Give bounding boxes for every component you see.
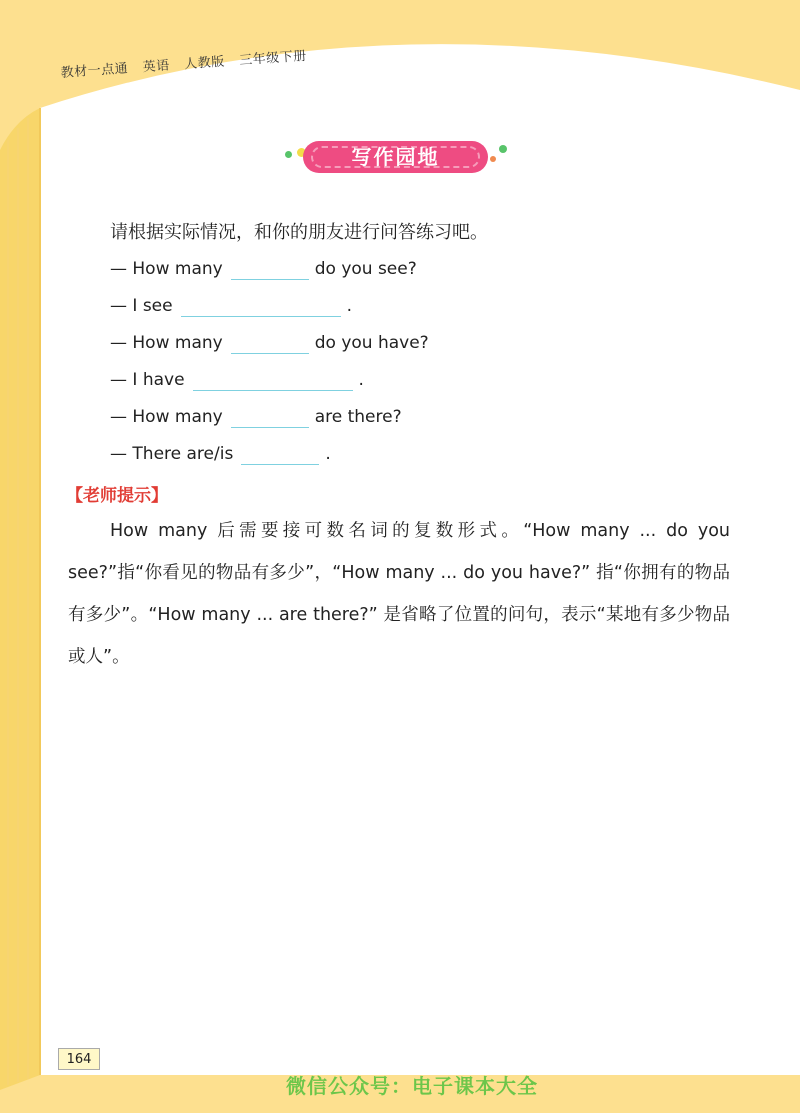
decor-dot-orange-icon (490, 156, 496, 162)
dialogue-text: — How many (110, 333, 223, 353)
answer-blank[interactable] (193, 370, 353, 391)
dialogue-text: — There are/is (110, 444, 234, 464)
dialogue-line (110, 404, 402, 430)
answer-blank[interactable] (181, 296, 341, 317)
dialogue-line (110, 256, 417, 282)
header-series: 教材一点通 (60, 61, 129, 81)
section-banner (285, 136, 510, 182)
section-title: 写作园地 (351, 145, 440, 169)
answer-blank[interactable] (231, 259, 309, 280)
header-grade: 三年级下册 (238, 48, 308, 69)
dialogue-text: . (325, 444, 331, 464)
page-number: 164 (58, 1048, 100, 1070)
dialogue-text: — I see (110, 296, 173, 316)
dialogue-line (110, 441, 331, 467)
teacher-tip-body: How many 后需要接可数名词的复数形式。“How many ... do you see?”指“你看见的物品有多少”，“How many ... do you have?” 指“你拥有的物品有多少”。“How many ... are there?” 是省略了位置的问句，表示“某地有多少物品或人”。 (68, 521, 730, 667)
dialogue-text: . (358, 370, 364, 390)
dialogue-line (110, 330, 429, 356)
dialogue-text: . (346, 296, 353, 316)
dialogue-text: — I have (110, 370, 185, 390)
exercise-instruction: 请根据实际情况，和你的朋友进行问答练习吧。 (110, 222, 488, 243)
dialogue-text: — How many (110, 259, 223, 279)
decor-dot-green-icon (499, 145, 507, 153)
teacher-tip-title: 【老师提示】 (66, 486, 168, 506)
header-edition: 人教版 (183, 54, 226, 73)
dialogue-line (110, 367, 364, 393)
watermark-text: 微信公众号：电子课本大全 (286, 1074, 538, 1098)
dialogue-text: are there? (314, 407, 402, 427)
dialogue-text: do you have? (314, 333, 429, 353)
dialogue-text: do you see? (314, 259, 417, 279)
dialogue-line (110, 293, 352, 319)
header-subject: 英语 (142, 58, 171, 76)
dialogue-text: — How many (110, 407, 223, 427)
answer-blank[interactable] (231, 333, 309, 354)
answer-blank[interactable] (241, 444, 319, 465)
answer-blank[interactable] (231, 407, 309, 428)
